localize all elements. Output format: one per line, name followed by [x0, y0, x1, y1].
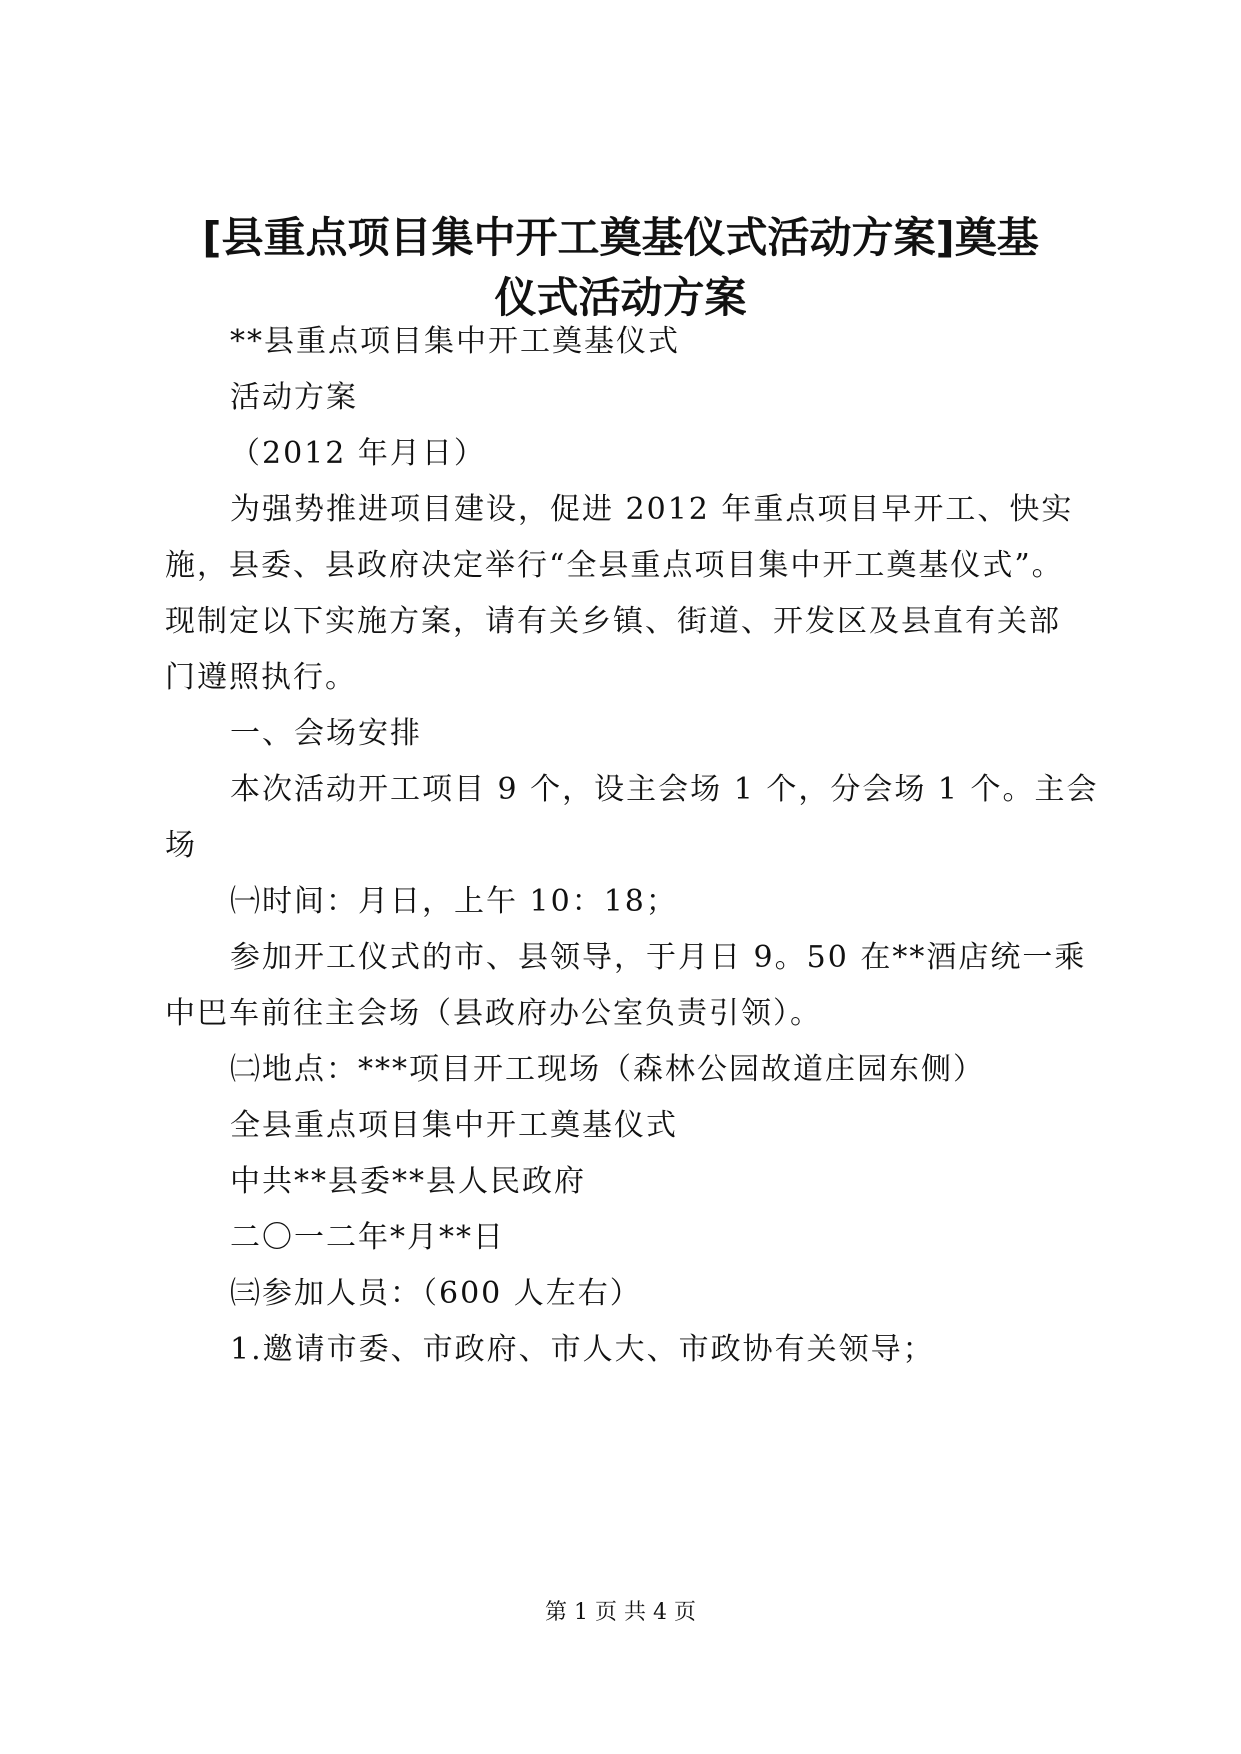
organizer-line: 中共**县委**县人民政府 [230, 1164, 586, 1199]
paragraph-line: 现制定以下实施方案，请有关乡镇、街道、开发区及县直有关部 [165, 604, 1061, 639]
page-footer: 第 1 页 共 4 页 [545, 1600, 696, 1625]
section-heading: 一、会场安排 [230, 716, 422, 751]
paragraph-line: 为强势推进项目建设，促进 2012 年重点项目早开工、快实 [230, 492, 1074, 527]
paragraph-line: 门遵照执行。 [165, 660, 357, 695]
subtitle-plan: 活动方案 [230, 380, 358, 415]
title-line-1: [县重点项目集中开工奠基仪式活动方案]奠基 [202, 213, 1039, 262]
banner-text: 全县重点项目集中开工奠基仪式 [230, 1108, 678, 1143]
paragraph-line: 参加开工仪式的市、县领导，于月日 9。50 在**酒店统一乘 [230, 940, 1087, 975]
paragraph-line: 场 [165, 828, 197, 863]
participants-item: ㈢参加人员：（600 人左右） [230, 1276, 642, 1311]
paragraph-line: 中巴车前往主会场（县政府办公室负责引领）。 [165, 996, 822, 1031]
list-item: 1.邀请市委、市政府、市人大、市政协有关领导； [230, 1332, 935, 1367]
document-title [150, 208, 1091, 328]
paragraph-line: 本次活动开工项目 9 个，设主会场 1 个，分会场 1 个。主会 [230, 772, 1099, 807]
location-item: ㈡地点：***项目开工现场（森林公园故道庄园东侧） [230, 1052, 985, 1087]
subtitle-event: **县重点项目集中开工奠基仪式 [230, 324, 680, 359]
title-line-2: 仪式活动方案 [494, 273, 747, 322]
date-line: （2012 年月日） [230, 436, 486, 471]
paragraph-line: 施，县委、县政府决定举行“全县重点项目集中开工奠基仪式”。 [165, 548, 1064, 583]
time-item: ㈠时间：月日，上午 10：18； [230, 884, 678, 919]
banner-date: 二〇一二年*月**日 [230, 1220, 505, 1255]
